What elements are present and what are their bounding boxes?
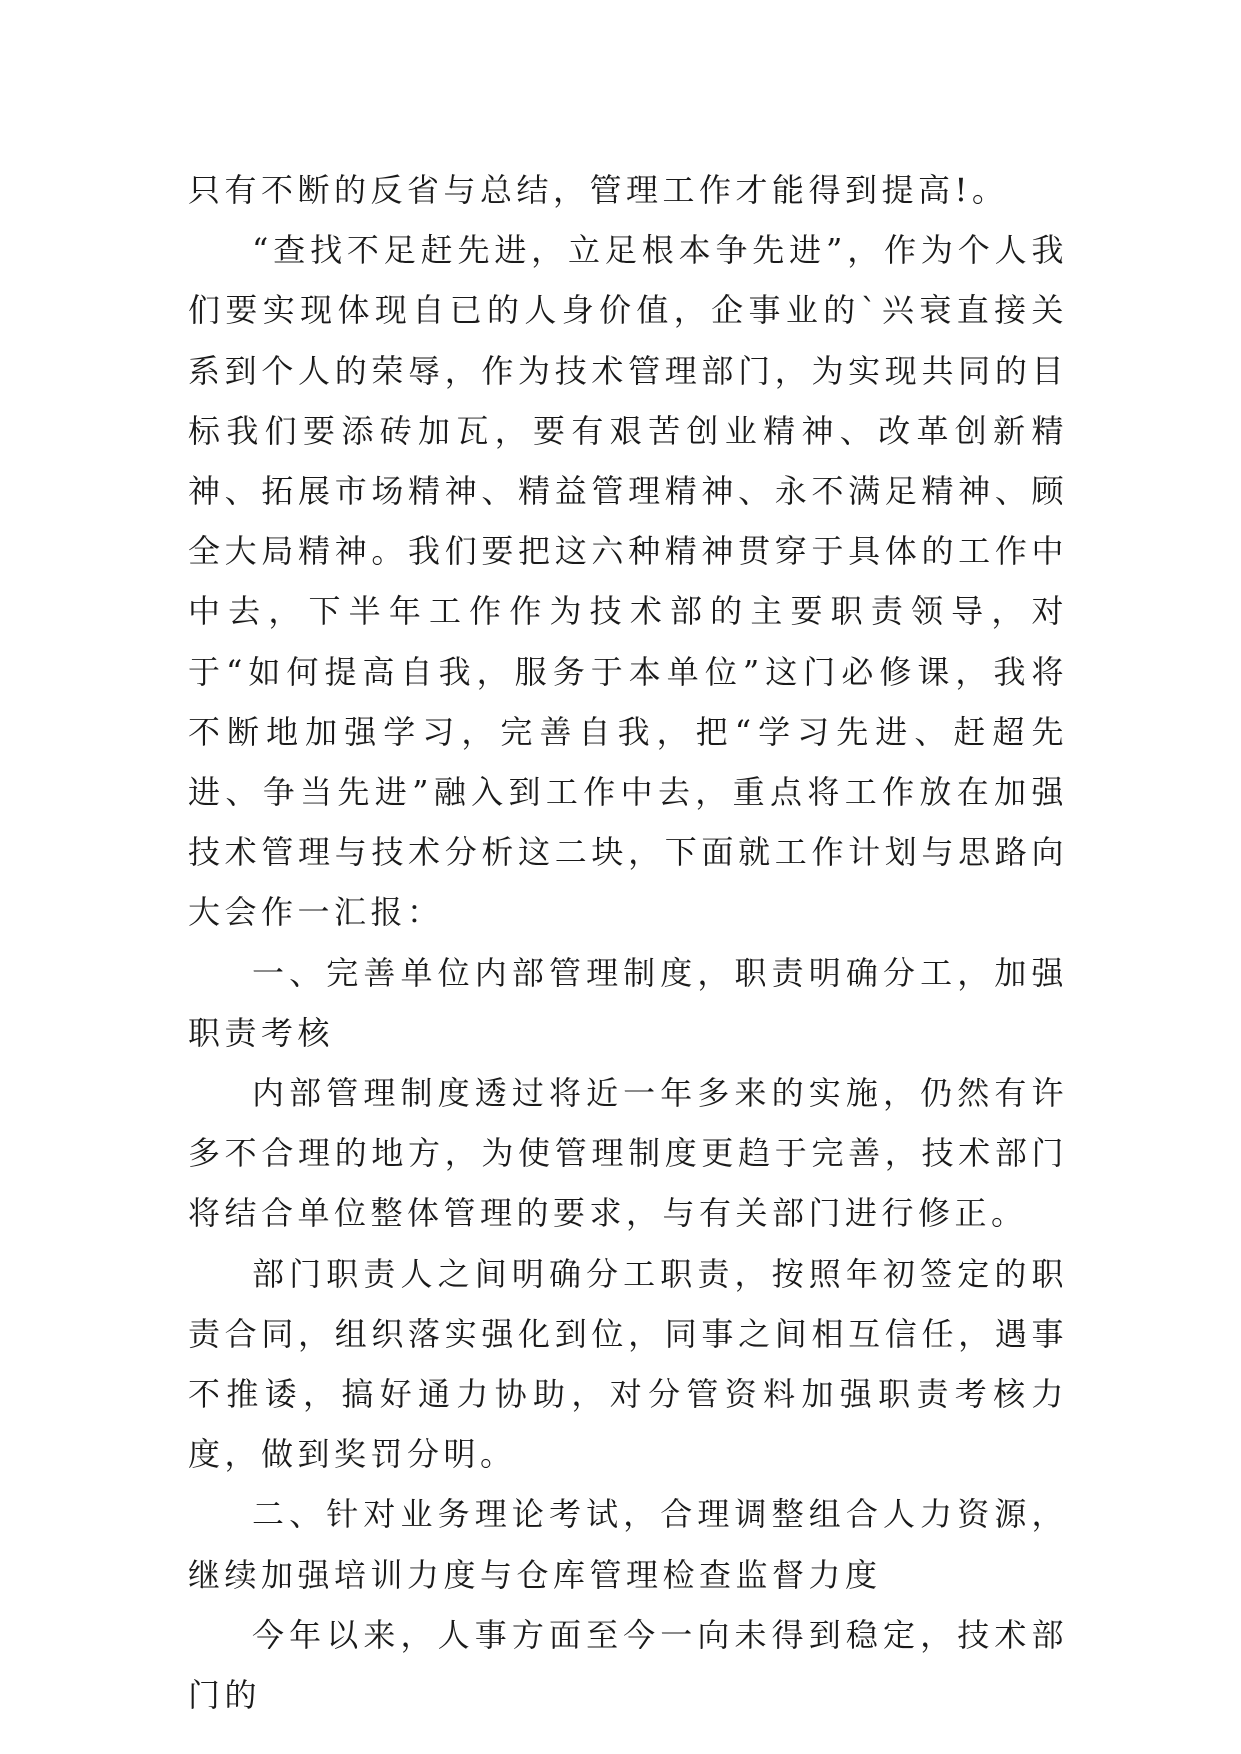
paragraph-1: 只有不断的反省与总结，管理工作才能得到提高!。 [188,171,1009,209]
document-body [188,160,1068,1725]
paragraph-2: “查找不足赶先进，立足根本争先进”，作为个人我们要实现体现自已的人身价值，企事业的`兴衰直接关系到个人的荣辱，作为技术管理部门，为实现共同的目标我们要添砖加瓦，要有艰苦创业精神、改革创新精神、拓展市场精神、精益管理精神、永不满足精神、顾全大局精神。我们要把这六种精神贯穿于具体的工作中中去，下半年工作作为技术部的主要职责领导，对于“如何提高自我，服务于本单位”这门必修课，我将不断地加强学习，完善自我，把“学习先进、赶超先进、争当先进”融入到工作中去，重点将工作放在加强技术管理与技术分析这二块，下面就工作计划与思路向大会作一汇报： [188,231,1068,932]
section-heading-1: 一、完善单位内部管理制度，职责明确分工，加强职责考核 [188,953,1068,1052]
section-heading-2: 二、针对业务理论考试，合理调整组合人力资源，继续加强培训力度与仓库管理检查监督力度 [188,1495,1068,1594]
paragraph-3: 内部管理制度透过将近一年多来的实施，仍然有许多不合理的地方，为使管理制度更趋于完善，技术部门将结合单位整体管理的要求，与有关部门进行修正。 [188,1074,1068,1233]
paragraph-4: 部门职责人之间明确分工职责，按照年初签定的职责合同，组织落实强化到位，同事之间相互信任，遇事不推诿，搞好通力协助，对分管资料加强职责考核力度，做到奖罚分明。 [188,1254,1068,1474]
paragraph-5: 今年以来，人事方面至今一向未得到稳定，技术部门的 [188,1615,1068,1715]
